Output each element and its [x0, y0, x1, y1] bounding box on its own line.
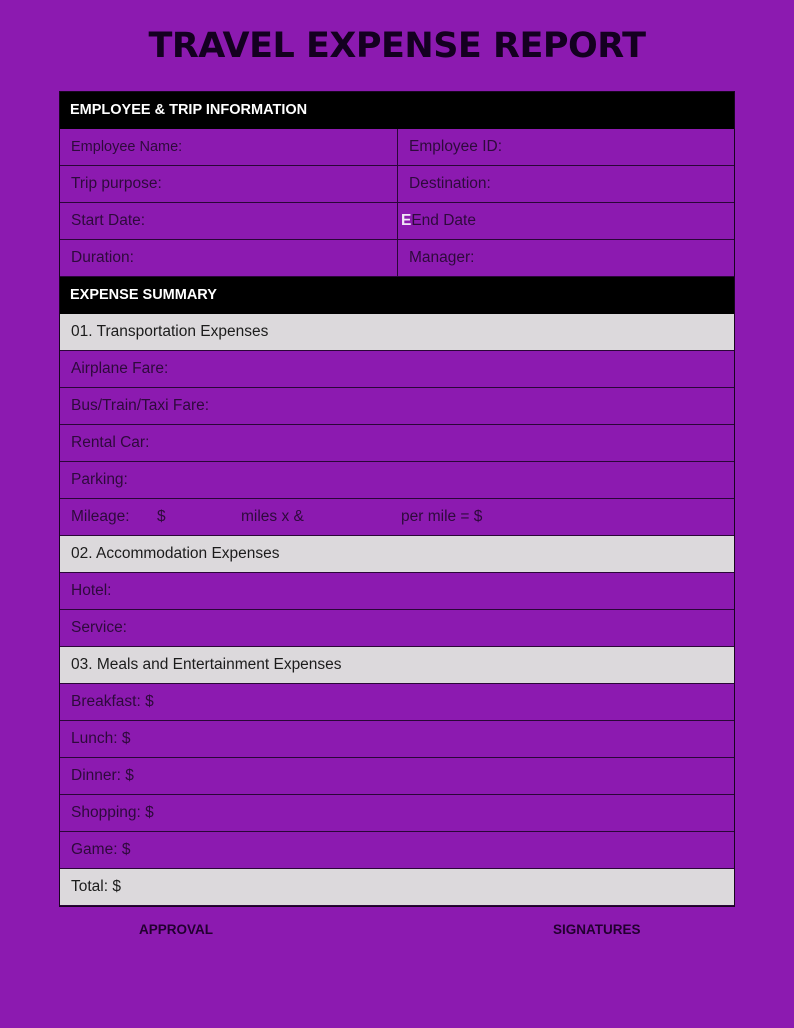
expense-section-header: EXPENSE SUMMARY: [60, 277, 734, 314]
hotel-field[interactable]: Hotel:: [60, 573, 734, 610]
rental-car-field[interactable]: Rental Car:: [60, 425, 734, 462]
duration-field[interactable]: Duration:: [60, 240, 398, 276]
trip-row: [60, 166, 734, 203]
approval-label: APPROVAL: [139, 922, 214, 937]
manager-field[interactable]: Manager:: [409, 249, 475, 266]
destination-field[interactable]: Destination:: [409, 175, 491, 192]
shopping-field[interactable]: Shopping: $: [60, 795, 734, 832]
accommodation-section-title: 02. Accommodation Expenses: [60, 536, 734, 573]
meals-section-title: 03. Meals and Entertainment Expenses: [60, 647, 734, 684]
mileage-per-mile-label: per mile = $: [401, 508, 483, 525]
dinner-field[interactable]: Dinner: $: [60, 758, 734, 795]
airplane-fare-field[interactable]: Airplane Fare:: [60, 351, 734, 388]
mileage-dollar-sign: $: [157, 508, 166, 525]
end-date-stray-letter: E: [401, 212, 412, 229]
bus-train-taxi-fare-field[interactable]: Bus/Train/Taxi Fare:: [60, 388, 734, 425]
signatures-label: SIGNATURES: [553, 922, 641, 937]
parking-field[interactable]: Parking:: [60, 462, 734, 499]
date-row: [60, 203, 734, 240]
game-field[interactable]: Game: $: [60, 832, 734, 869]
mileage-miles-label: miles x &: [241, 508, 304, 525]
employee-section-header: EMPLOYEE & TRIP INFORMATION: [60, 92, 734, 129]
start-date-field[interactable]: Start Date:: [60, 203, 398, 239]
service-field[interactable]: Service:: [60, 610, 734, 647]
end-date-label: End Date: [411, 212, 476, 229]
trip-purpose-field[interactable]: Trip purpose:: [60, 166, 398, 202]
transportation-section-title: 01. Transportation Expenses: [60, 314, 734, 351]
mileage-field[interactable]: [60, 499, 734, 536]
page-title: TRAVEL EXPENSE REPORT: [148, 26, 646, 66]
mileage-label: Mileage:: [71, 508, 130, 525]
breakfast-field[interactable]: Breakfast: $: [60, 684, 734, 721]
employee-id-field[interactable]: Employee ID:: [409, 138, 503, 155]
duration-row: [60, 240, 734, 277]
employee-row: [60, 129, 734, 166]
expense-form: [59, 91, 735, 907]
employee-name-field[interactable]: Employee Name:: [60, 129, 398, 165]
total-field[interactable]: Total: $: [60, 869, 734, 906]
lunch-field[interactable]: Lunch: $: [60, 721, 734, 758]
end-date-field[interactable]: [398, 203, 734, 239]
